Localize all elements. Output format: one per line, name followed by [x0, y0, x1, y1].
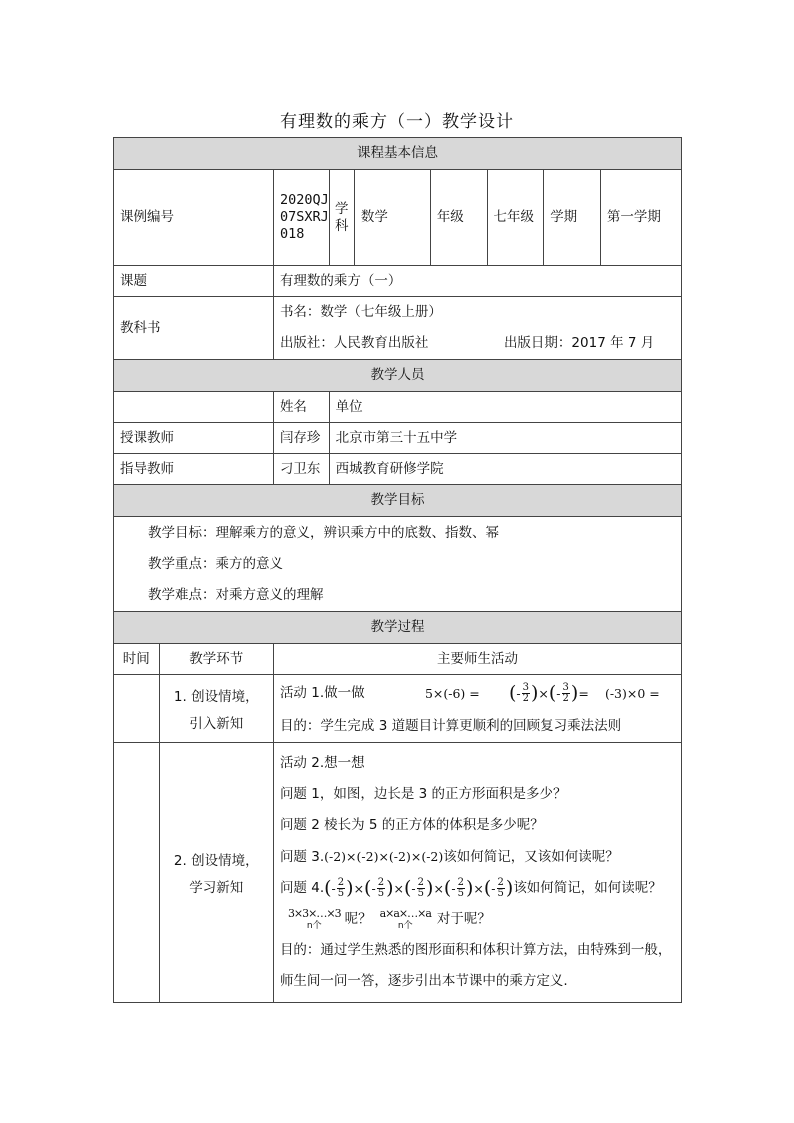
staff-unit-header: 单位	[329, 392, 681, 423]
subject-label: 学 科	[329, 170, 354, 266]
goal-key: 教学重点：乘方的意义	[148, 555, 283, 572]
question-3: 问题 3.(-2)×(-2)×(-2)×(-2)该如何简记，又该如何读呢？	[279, 849, 619, 865]
goal-difficulty: 教学难点：对乘方意义的理解	[148, 586, 324, 603]
activity-2-label: 活动 2.想一想	[279, 755, 365, 771]
goal-objective: 教学目标：理解乘方的意义，辨识乘方中的底数、指数、幂	[148, 524, 499, 541]
activity-2-goal-line-2: 师生间一问一答，逐步引出本节课中的乘方定义.	[279, 973, 568, 989]
subject-value: 数学	[354, 170, 430, 266]
guide-unit: 西城教育研修学院	[329, 454, 681, 485]
activity-1-goal: 目的：学生完成 3 道题目计算更顺利的回顾复习乘法法则	[279, 717, 622, 734]
textbook-label: 教科书	[114, 297, 274, 360]
question-2: 问题 2 棱长为 5 的正方体的体积是多少呢？	[279, 817, 544, 833]
step-1: 1. 创设情境， 引入新知	[159, 675, 273, 743]
code-value: 2020QJ 07SXRJ 018	[273, 170, 329, 266]
expr-5x-neg6: 5×(-6) =	[424, 686, 480, 701]
step-header: 教学环节	[159, 644, 273, 675]
goals-content	[114, 517, 682, 612]
section-header-basic: 课程基本信息	[114, 138, 682, 170]
activity-1-label: 活动 1.做一做	[279, 685, 365, 701]
guide-name: 刁卫东	[273, 454, 329, 485]
book-name: 书名：数学（七年级上册）	[279, 304, 442, 320]
time-cell-2	[114, 743, 160, 1003]
textbook-info	[273, 297, 681, 360]
term-label: 学期	[544, 170, 601, 266]
publish-date: 出版日期：2017 年 7 月	[503, 335, 655, 351]
expr-neg3x0: (-3)×0 =	[604, 686, 660, 701]
page-title: 有理数的乘方（一）教学设计	[280, 112, 514, 132]
section-header-staff: 教学人员	[114, 360, 682, 392]
teacher-name: 闫存珍	[273, 423, 329, 454]
section-header-goals: 教学目标	[114, 485, 682, 517]
topic-value: 有理数的乘方（一）	[273, 266, 681, 297]
expr-fraction-product: ( - $\frac{3}{2}$ ) × ( - $\frac{3}{2}$ ) =	[508, 682, 589, 704]
time-cell-1	[114, 675, 160, 743]
question-4: 问题 4. ( - $\frac{2}{5}$ ) × ( - $\frac{2}{5}$ ) × ( - $\frac{2}{5}$ ) × ( - $\frac{2}{5}$ ) × ( - $\frac{2}{5}$ ) 该如何简记，如何读呢？	[280, 873, 675, 904]
grade-label: 年级	[430, 170, 487, 266]
guide-label: 指导教师	[114, 454, 274, 485]
topic-label: 课题	[114, 266, 274, 297]
term-value: 第一学期	[600, 170, 681, 266]
activity-2-goal-line-1: 目的：通过学生熟悉的图形面积和体积计算方法，由特殊到一般，	[279, 942, 672, 958]
grade-value: 七年级	[487, 170, 544, 266]
staff-name-header: 姓名	[273, 392, 329, 423]
code-label: 课例编号	[114, 170, 274, 266]
expr-neg-two-fifths-product: ( - $\frac{2}{5}$ ) × ( - $\frac{2}{5}$ ) × ( - $\frac{2}{5}$ ) × ( - $\frac{2}{5}$ ) × ( - $\frac{2}{5}$ )	[324, 877, 514, 899]
publisher: 出版社：人民教育出版社	[279, 335, 429, 351]
activity-1	[273, 675, 681, 743]
activity-2	[273, 743, 681, 1003]
lesson-design-table	[113, 137, 682, 1003]
expr-a-product: a×a×…×a n个	[379, 907, 431, 931]
question-1: 问题 1，如图，边长是 3 的正方形面积是多少？	[279, 786, 567, 802]
activity-header: 主要师生活动	[273, 644, 681, 675]
staff-empty-cell	[114, 392, 274, 423]
time-header: 时间	[114, 644, 160, 675]
question-5: 3×3×…×3 n个 呢？ a×a×…×a n个 对于呢？	[287, 907, 491, 931]
section-header-process: 教学过程	[114, 612, 682, 644]
step-2: 2. 创设情境， 学习新知	[159, 743, 273, 1003]
teacher-label: 授课教师	[114, 423, 274, 454]
expr-3-product: 3×3×…×3 n个	[287, 907, 341, 931]
teacher-unit: 北京市第三十五中学	[329, 423, 681, 454]
